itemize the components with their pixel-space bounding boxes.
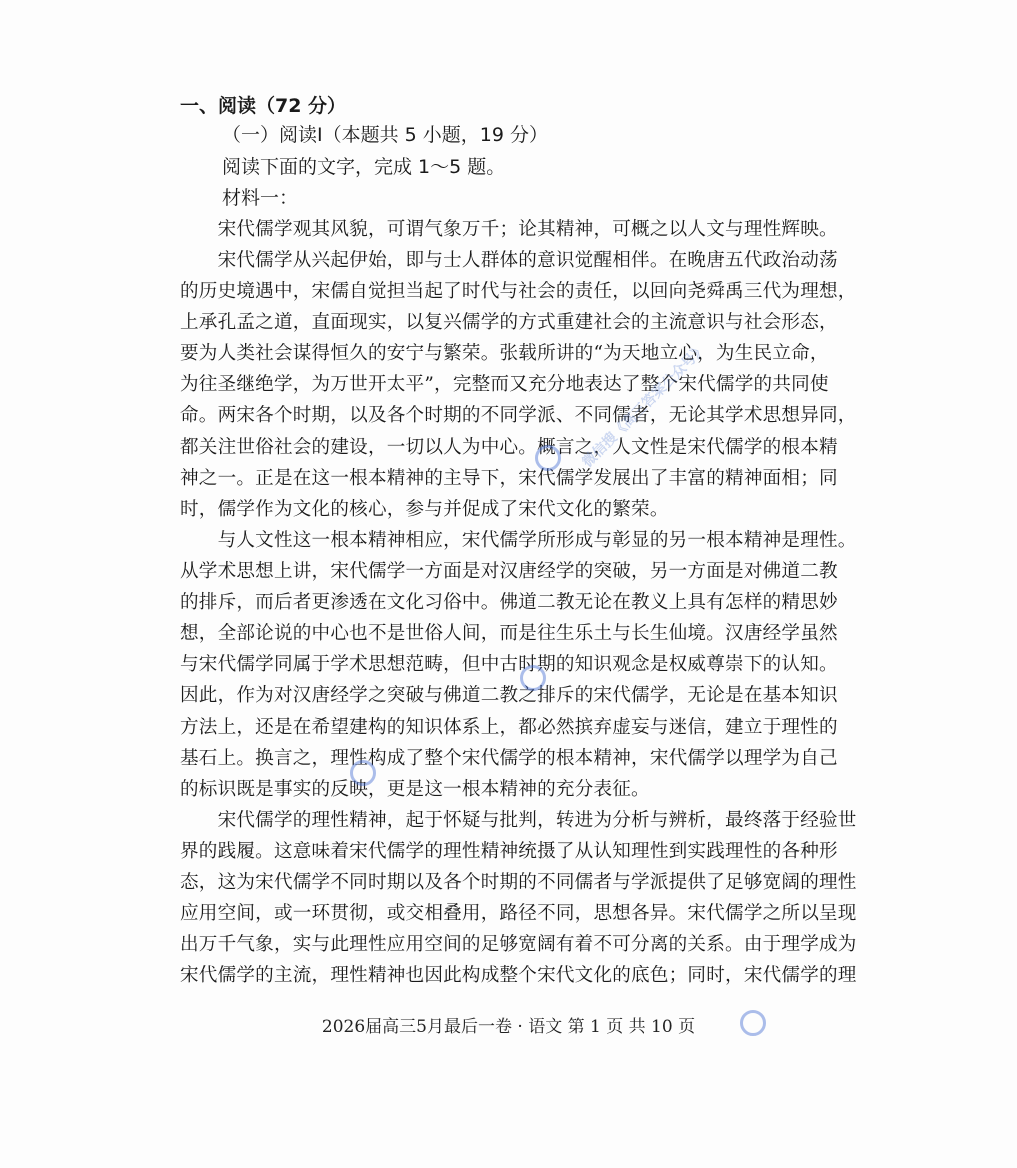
- paragraph-line: 与人文性这一根本精神相应，宋代儒学所形成与彰显的另一根本精神是理性。: [180, 530, 857, 551]
- paragraph-line: 的排斥，而后者更渗透在文化习俗中。佛道二教无论在教义上具有怎样的精思妙: [180, 592, 838, 614]
- paragraph-1: [180, 214, 892, 245]
- paragraph-line: 上承孔孟之道，直面现实，以复兴儒学的方式重建社会的主流意识与社会形态，: [180, 312, 838, 334]
- paragraph-4: [180, 805, 892, 992]
- paragraph-line: 为往圣继绝学，为万世开太平”，完整而又充分地表达了整个宋代儒学的共同使: [180, 374, 829, 396]
- watermark-text: 微信搜《高三答案公众号》: [579, 340, 710, 471]
- paragraph-line: 宋代儒学的理性精神，起于怀疑与批判，转进为分析与辨析，最终落于经验世: [180, 810, 857, 831]
- paragraph-line: 都关注世俗社会的建设，一切以人为中心。概言之，人文性是宋代儒学的根本精: [180, 436, 838, 458]
- page-footer: 2026届高三5月最后一卷 · 语文 第 1 页 共 10 页: [321, 1017, 696, 1037]
- paragraph-line: 的标识既是事实的反映，更是这一根本精神的充分表征。: [180, 778, 650, 800]
- paragraph-line: 出万千气象，实与此理性应用空间的足够宽阔有着不可分离的关系。由于理学成为: [180, 934, 857, 956]
- paragraph-line: 时，儒学作为文化的核心，参与并促成了宋代文化的繁荣。: [180, 498, 669, 520]
- paragraph-2: [180, 245, 892, 525]
- paragraph-3: [180, 525, 892, 805]
- material-label: 材料一：: [222, 187, 299, 209]
- instruction-text: 阅读下面的文字，完成 1～5 题。: [222, 156, 506, 178]
- paragraph-line: 宋代儒学的主流，理性精神也因此构成整个宋代文化的底色；同时，宋代儒学的理: [180, 965, 857, 987]
- paragraph-line: 界的践履。这意味着宋代儒学的理性精神统摄了从认知理性到实践理性的各种形: [180, 841, 838, 863]
- paragraph-line: 想，全部论说的中心也不是世俗人间，而是往生乐土与长生仙境。汉唐经学虽然: [180, 623, 838, 645]
- paragraph-line: 与宋代儒学同属于学术思想范畴，但中古时期的知识观念是权威尊崇下的认知。: [180, 654, 838, 676]
- paragraph-line: 宋代儒学从兴起伊始，即与士人群体的意识觉醒相伴。在晚唐五代政治动荡: [180, 250, 838, 271]
- paragraph-line: 因此，作为对汉唐经学之突破与佛道二教之排斥的宋代儒学，无论是在基本知识: [180, 685, 838, 707]
- paragraph-line: 要为人类社会谋得恒久的安宁与繁荣。张载所讲的“为天地立心，为生民立命，: [180, 343, 829, 365]
- paragraph-line: 方法上，还是在希望建构的知识体系上，都必然摈弃虚妄与迷信，建立于理性的: [180, 716, 838, 738]
- subsection-title: （一）阅读Ⅰ（本题共 5 小题，19 分）: [222, 124, 548, 146]
- paragraph-line: 宋代儒学观其风貌，可谓气象万千；论其精神，可概之以人文与理性辉映。: [180, 219, 838, 240]
- paragraph-line: 的历史境遇中，宋儒自觉担当起了时代与社会的责任，以回向尧舜禹三代为理想，: [180, 281, 857, 303]
- paragraph-line: 命。两宋各个时期，以及各个时期的不同学派、不同儒者，无论其学术思想异同，: [180, 405, 857, 427]
- paragraph-line: 基石上。换言之，理性构成了整个宋代儒学的根本精神，宋代儒学以理学为自己: [180, 747, 838, 769]
- paragraph-line: 应用空间，或一环贯彻，或交相叠用，路径不同，思想各异。宋代儒学之所以呈现: [180, 903, 857, 925]
- paragraph-line: 神之一。正是在这一根本精神的主导下，宋代儒学发展出了丰富的精神面相；同: [180, 467, 838, 489]
- paragraph-line: 从学术思想上讲，宋代儒学一方面是对汉唐经学的突破，另一方面是对佛道二教: [180, 561, 838, 583]
- paragraph-line: 态，这为宋代儒学不同时期以及各个时期的不同儒者与学派提供了足够宽阔的理性: [180, 872, 857, 894]
- section-title: 一、阅读（72 分）: [180, 95, 347, 117]
